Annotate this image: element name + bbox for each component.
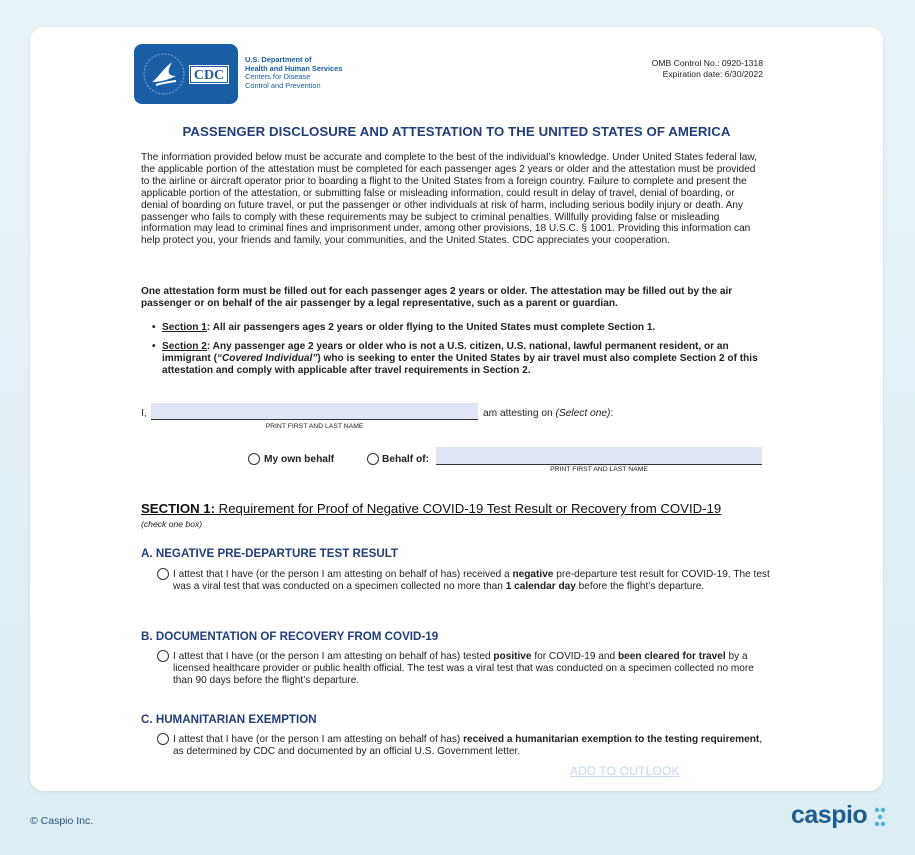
bullet-dot-icon: •: [152, 322, 156, 333]
bullet-section-2: [152, 341, 767, 377]
agency-name: [245, 56, 342, 90]
bullet-1-text: : All air passengers ages 2 years or older flying to the United States must complete Section 1.: [206, 322, 656, 333]
option-a-text-1: I attest that I have (or the person I am attesting on behalf of has) received a: [173, 569, 513, 580]
add-to-outlook-link[interactable]: ADD TO OUTLOOK: [570, 764, 680, 778]
option-b-text-3: by a licensed healthcare provider or public health official. The test was a viral test that was conducted on a specimen collected no more than 90 days before the flight’s departure.: [173, 651, 754, 687]
option-a-text: [173, 569, 773, 593]
option-c-radio[interactable]: [157, 733, 169, 745]
option-c-text-2: , as determined by CDC and documented by an official U.S. Government letter.: [173, 734, 763, 758]
section-1-title: Requirement for Proof of Negative COVID-19 Test Result or Recovery from COVID-19: [215, 501, 722, 516]
option-a-text-2: pre-departure test result for COVID-19. The test was a viral test that was conducted on a specimen collected no more than: [173, 569, 770, 593]
bullet-section-1: [152, 322, 767, 334]
omb-info: [652, 58, 763, 80]
hhs-logo: [134, 44, 238, 104]
bullet-1-label: Section 1: [162, 322, 207, 333]
agency-line-3: Centers for Disease: [245, 72, 311, 81]
option-a-text-3: before the flight’s departure.: [575, 581, 705, 593]
option-b-bold-2: been cleared for travel: [617, 651, 726, 662]
option-c-bold-1: received a humanitarian exemption to the testing requirement: [463, 734, 760, 745]
my-own-behalf-label[interactable]: My own behalf: [264, 454, 335, 465]
document-card: [30, 27, 883, 791]
option-c-heading: C. HUMANITARIAN EXEMPTION: [141, 713, 317, 726]
cdc-badge: CDC: [190, 66, 228, 83]
attestor-name-caption: PRINT FIRST AND LAST NAME: [265, 423, 364, 430]
agency-line-4: Control and Prevention: [245, 80, 321, 90]
agency-line-1: U.S. Department of: [245, 55, 312, 64]
select-one-hint: (Select one): [555, 408, 611, 419]
copyright-text: © Caspio Inc.: [30, 815, 94, 827]
expiration-date: Expiration date: 6/30/2022: [662, 69, 763, 79]
omb-control-number: OMB Control No.: 0920-1318: [651, 58, 763, 68]
bullet-2-italic: “Covered Individual”: [216, 352, 318, 364]
bullet-2-label: Section 2: [162, 341, 207, 352]
option-b-radio[interactable]: [157, 650, 169, 662]
caspio-dots-icon: [873, 805, 887, 831]
behalf-of-radio[interactable]: [367, 453, 379, 465]
one-form-note: One attestation form must be filled out for each passenger ages 2 years or older. The attestation may be filled out by the air passenger or on behalf of the air passenger by a legal representative, such as a parent or guardian.: [141, 286, 733, 309]
option-c-text: [173, 734, 773, 758]
attestor-prefix: I,: [141, 408, 147, 419]
bullet-2-text-a: : Any passenger age 2 years or older who is not a U.S. citizen, U.S. national, lawful permanent resident, or an immigrant (: [162, 341, 729, 364]
behalf-of-label[interactable]: Behalf of:: [382, 454, 429, 465]
intro-paragraph: The information provided below must be accurate and complete to the best of the individual’s knowledge. Under United States federal law, the applicable portion of the attestation must be completed for each passenger ages 2 years or older and the attestation must be provided to the airline or aircraft operator prior to boarding a flight to the United States from a foreign country. Failure to complete and present the applicable portion of the attestation, or submitting false or misleading information, could result in delay of travel, denial of boarding, or denial of boarding on future travel, or put the passenger or other individuals at risk of harm, including serious bodily injury or death. Any passenger who fails to comply with these requirements may be subject to criminal penalties. Willfully providing false or misleading information may lead to criminal fines and imprisonment under, among other provisions, 18 U.S.C. § 1001. Providing this information can help protect you, your friends and family, your communities, and the United States. CDC appreciates your cooperation.: [141, 152, 757, 247]
document-title: PASSENGER DISCLOSURE AND ATTESTATION TO THE UNITED STATES OF AMERICA: [182, 124, 731, 139]
option-b-text: [173, 651, 773, 688]
option-b-text-1: I attest that I have (or the person I am attesting on behalf of has) tested: [173, 651, 494, 662]
bullet-2-text-b: ) who is seeking to enter the United States by air travel must also complete Section 2 of this attestation and comply with applicable after travel requirements in Section 2.: [162, 352, 758, 376]
caspio-logo[interactable]: caspio: [791, 801, 868, 829]
section-1-heading: [141, 501, 721, 516]
bullet-dot-icon: •: [152, 341, 156, 352]
agency-line-2: Health and Human Services: [245, 63, 343, 73]
option-a-radio[interactable]: [157, 568, 169, 580]
attesting-label: am attesting on: [483, 408, 556, 419]
behalf-name-caption: PRINT FIRST AND LAST NAME: [550, 466, 648, 473]
option-b-bold-1: positive: [493, 651, 532, 662]
check-one-hint: (check one box): [141, 519, 203, 529]
hhs-eagle-icon: [142, 52, 186, 96]
option-b-text-2: for COVID-19 and: [531, 651, 618, 662]
behalf-of-name-input[interactable]: [436, 447, 762, 465]
option-b-heading: B. DOCUMENTATION OF RECOVERY FROM COVID-19: [141, 630, 439, 643]
select-colon: :: [610, 408, 614, 419]
attestor-name-input[interactable]: [151, 403, 478, 420]
attesting-on-text: [483, 408, 613, 419]
option-a-bold-2: 1 calendar day: [505, 581, 576, 593]
section-1-label: SECTION 1:: [141, 501, 216, 516]
option-a-heading: A. NEGATIVE PRE-DEPARTURE TEST RESULT: [141, 547, 399, 560]
option-a-bold-1: negative: [512, 569, 554, 580]
my-own-behalf-radio[interactable]: [248, 453, 260, 465]
option-c-text-1: I attest that I have (or the person I am attesting on behalf of has): [173, 734, 464, 745]
